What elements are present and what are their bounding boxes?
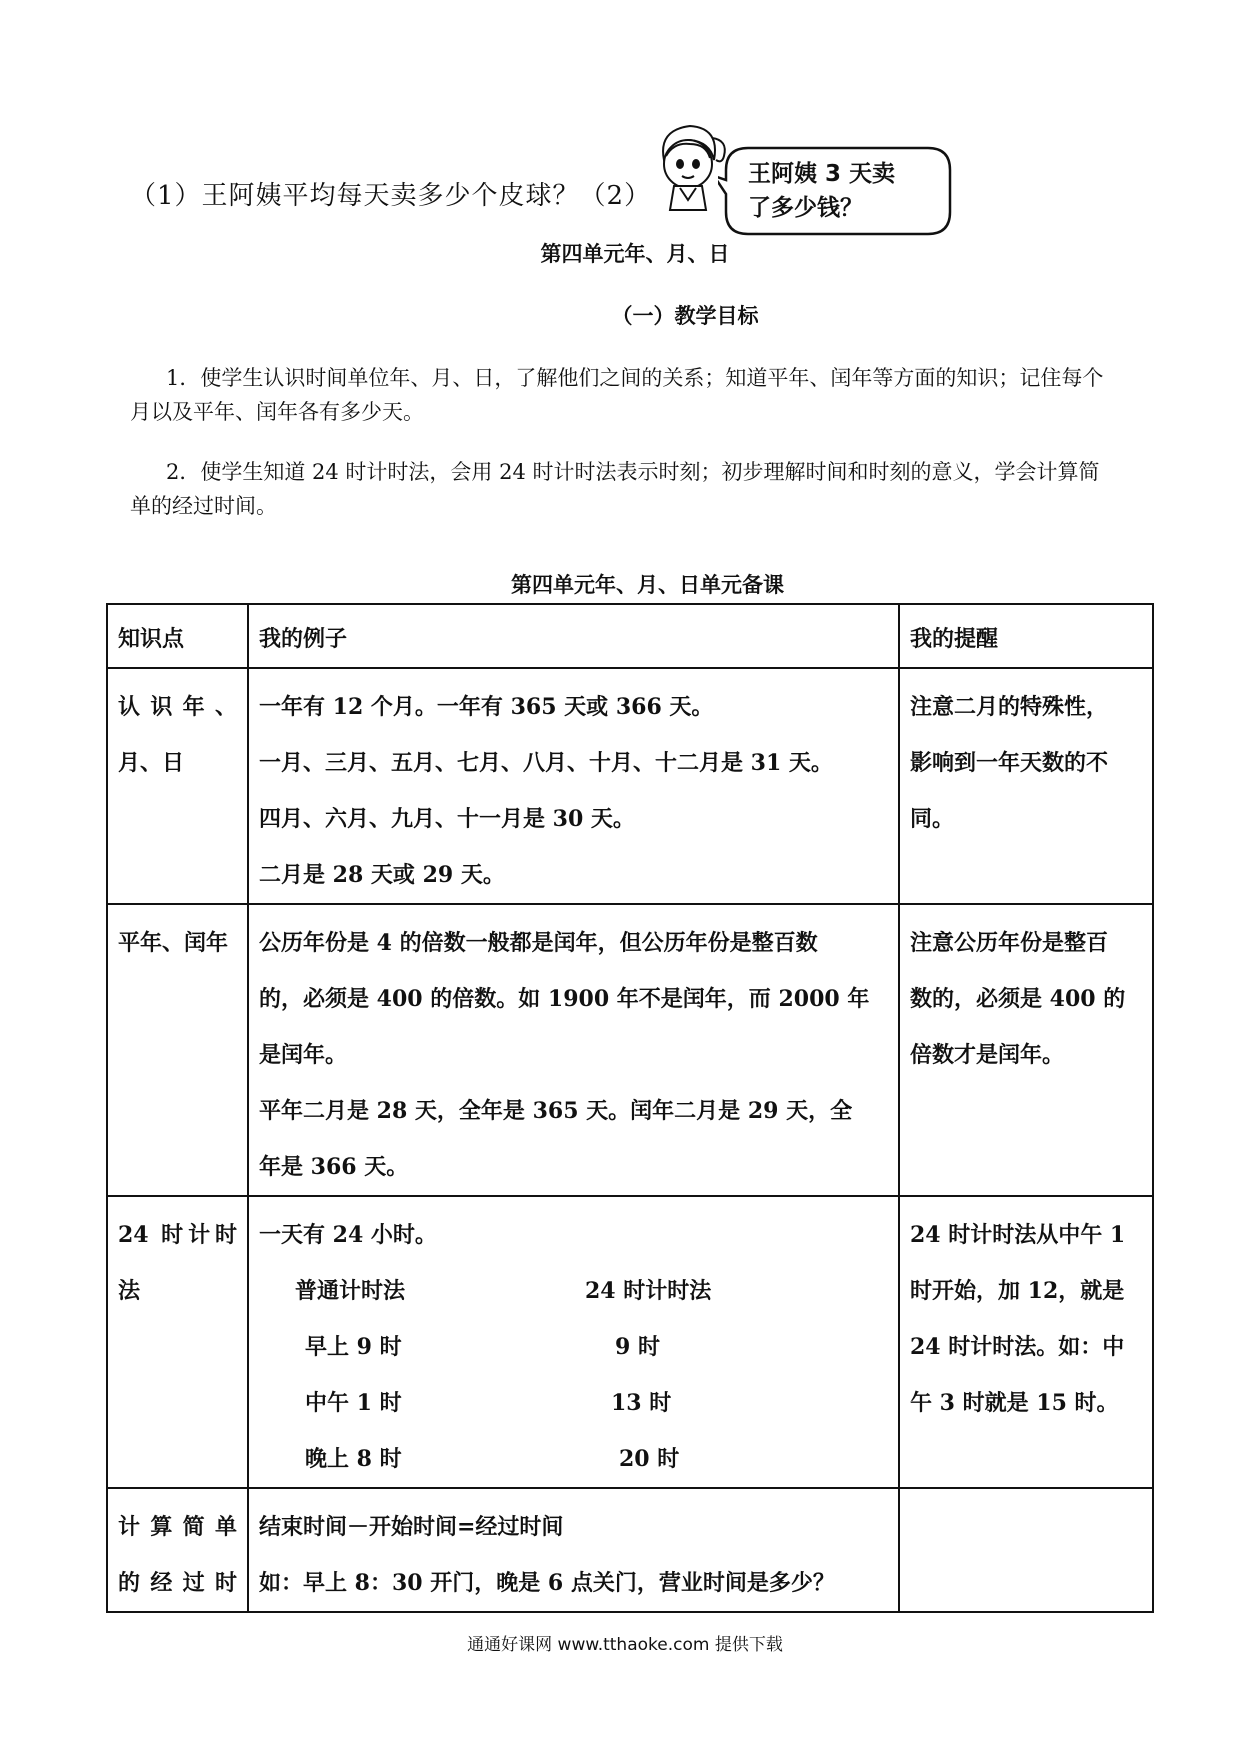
reminder-cell [899, 904, 1153, 1196]
section-title: （一）教学目标 [611, 303, 759, 328]
examples-cell [248, 904, 899, 1196]
knowledge-point-cell [107, 668, 248, 904]
reminder-cell [899, 668, 1153, 904]
bubble-line-2: 了多少钱？ [748, 195, 863, 221]
reminder-line: 注意公历年份是整百 [910, 930, 1109, 956]
reminder-line: 时开始，加 12，就是 [910, 1278, 1125, 1304]
example-line: 公历年份是 4 的倍数一般都是闰年，但公历年份是整百数 [259, 930, 818, 956]
example-line: 的，必须是 400 的倍数。如 1900 年不是闰年，而 2000 年 [259, 986, 870, 1012]
point-line: 法 [118, 1278, 141, 1304]
reminder-line: 24 时计时法从中午 1 [910, 1222, 1126, 1248]
header-knowledge-point: 知识点 [107, 604, 248, 668]
example-line: 结束时间－开始时间=经过时间 [259, 1514, 564, 1540]
knowledge-point-cell [107, 1488, 248, 1612]
example-line: 一年有 12 个月。一年有 365 天或 366 天。 [259, 694, 714, 720]
header-my-reminders: 我的提醒 [899, 604, 1153, 668]
knowledge-point-cell [107, 904, 248, 1196]
24h-time-header: 24 时计时法 [585, 1278, 712, 1304]
reminder-line: 午 3 时就是 15 时。 [910, 1390, 1119, 1416]
goal-paragraph-2: 2．使学生知道 24 时计时法，会用 24 时计时法表示时刻；初步理解时间和时刻的意义，学会计算简单的经过时间。 [130, 460, 1100, 518]
goal-paragraph-1: 1．使学生认识时间单位年、月、日，了解他们之间的关系；知道平年、闰年等方面的知识；记住每个月以及平年、闰年各有多少天。 [130, 366, 1104, 424]
normal-time: 中午 1 时 [305, 1390, 402, 1416]
reminder-line: 影响到一年天数的不 [910, 750, 1109, 776]
normal-time: 晚上 8 时 [305, 1446, 402, 1472]
knowledge-point-cell [107, 1196, 248, 1488]
reminder-cell [899, 1196, 1153, 1488]
example-line: 年是 366 天。 [259, 1154, 409, 1180]
point-line: 计算简单 [118, 1514, 237, 1540]
time-compare-row [259, 1375, 888, 1431]
point-line: 月、日 [118, 750, 185, 776]
point-line: 的经过时 [118, 1570, 237, 1596]
point-line: 平年、闰年 [118, 930, 229, 956]
examples-cell [248, 1196, 899, 1488]
footer-text: 通通好课网 www.tthaoke.com 提供下载 [467, 1635, 783, 1655]
example-line: 平年二月是 28 天，全年是 365 天。闰年二月是 29 天，全 [259, 1098, 853, 1124]
point-line: 24 时计时 [118, 1222, 237, 1248]
example-line: 一月、三月、五月、七月、八月、十月、十二月是 31 天。 [259, 750, 833, 776]
reminder-line: 倍数才是闰年。 [910, 1042, 1065, 1068]
reminder-line: 24 时计时法。如：中 [910, 1334, 1125, 1360]
question-text: （1）王阿姨平均每天卖多少个皮球？（2） [130, 181, 652, 211]
24h-time: 13 时 [611, 1390, 672, 1416]
time-compare-header [259, 1263, 888, 1319]
table-row [107, 1196, 1153, 1488]
time-compare-row [259, 1319, 888, 1375]
reminder-line: 数的，必须是 400 的 [910, 986, 1126, 1012]
table-header-row [107, 604, 1153, 668]
table-row [107, 1488, 1153, 1612]
table-row [107, 668, 1153, 904]
table-row [107, 904, 1153, 1196]
example-line: 一天有 24 小时。 [259, 1222, 437, 1248]
time-compare-row [259, 1431, 888, 1487]
bubble-text [748, 157, 943, 225]
table-title: 第四单元年、月、日单元备课 [511, 572, 784, 597]
unit-title: 第四单元年、月、日 [540, 241, 730, 266]
examples-cell [248, 668, 899, 904]
example-line: 四月、六月、九月、十一月是 30 天。 [259, 806, 635, 832]
examples-cell [248, 1488, 899, 1612]
reminder-cell [899, 1488, 1153, 1612]
lesson-plan-table [106, 603, 1154, 1613]
reminder-line: 注意二月的特殊性， [910, 694, 1109, 720]
example-line: 是闰年。 [259, 1042, 348, 1068]
example-line: 二月是 28 天或 29 天。 [259, 862, 505, 888]
header-my-examples: 我的例子 [248, 604, 899, 668]
normal-time: 早上 9 时 [305, 1334, 402, 1360]
reminder-line: 同。 [910, 806, 955, 832]
normal-time-header: 普通计时法 [295, 1278, 406, 1304]
24h-time: 9 时 [615, 1334, 660, 1360]
point-line: 认识年、 [118, 694, 237, 720]
24h-time: 20 时 [619, 1446, 680, 1472]
bubble-line-1: 王阿姨 3 天卖 [748, 161, 896, 187]
example-line: 如：早上 8：30 开门，晚是 6 点关门，营业时间是多少？ [259, 1570, 835, 1596]
